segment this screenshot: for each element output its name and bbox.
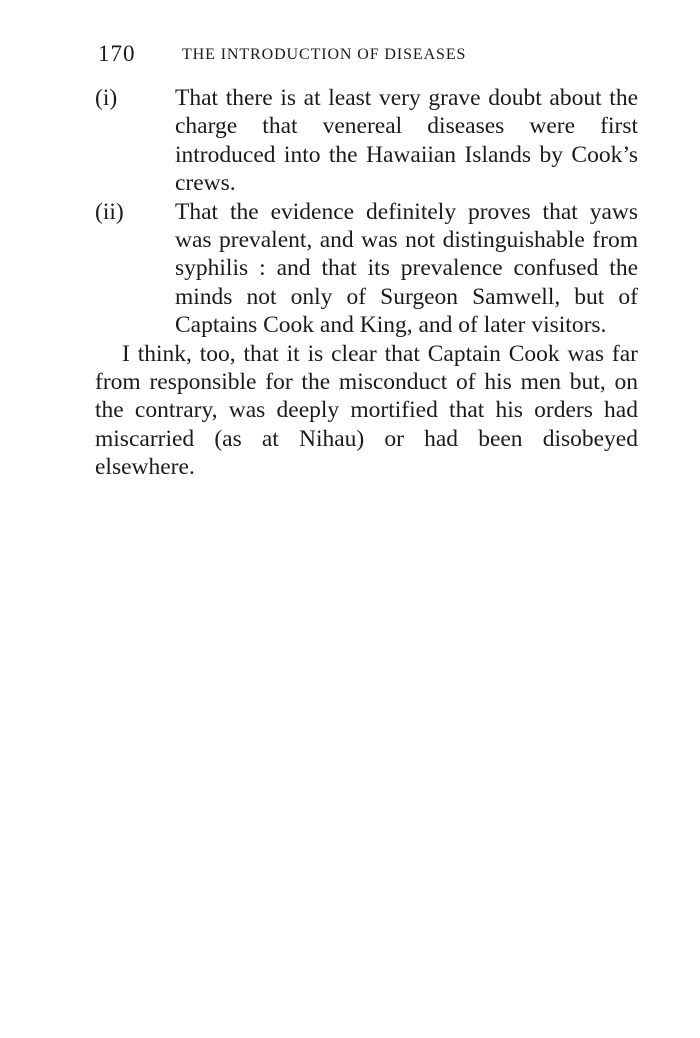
list-item-text xyxy=(175,84,638,198)
list-item-number: (ii) xyxy=(95,198,124,225)
list-item xyxy=(95,84,638,198)
running-head xyxy=(98,40,638,68)
list-item-body: That there is at least very grave doubt about the charge that venereal diseases were first introduced into the Hawaiian Islands by Cook’s crews. xyxy=(175,85,638,197)
body-text xyxy=(95,84,638,482)
page-number: 170 xyxy=(98,41,136,66)
list-item xyxy=(95,198,638,340)
closing-paragraph: I think, too, that it is clear that Captain Cook was far from responsible for the misconduct of his men but, on the contrary, was deeply mortified that his orders had miscarried (as at Nihau) or had been disobeyed elsewhere. xyxy=(95,340,638,481)
running-title: THE INTRODUCTION OF DISEASES xyxy=(182,46,467,63)
list-item-body: That the evidence definitely proves that yaws was prevalent, and was not distinguishable from syphilis : and that its prevalence confused the minds not only of Surgeon Samwell, but of Captains Cook and King, and of later visitors. xyxy=(175,198,638,339)
list-item-text xyxy=(175,198,638,340)
list-item-number: (i) xyxy=(95,85,118,111)
